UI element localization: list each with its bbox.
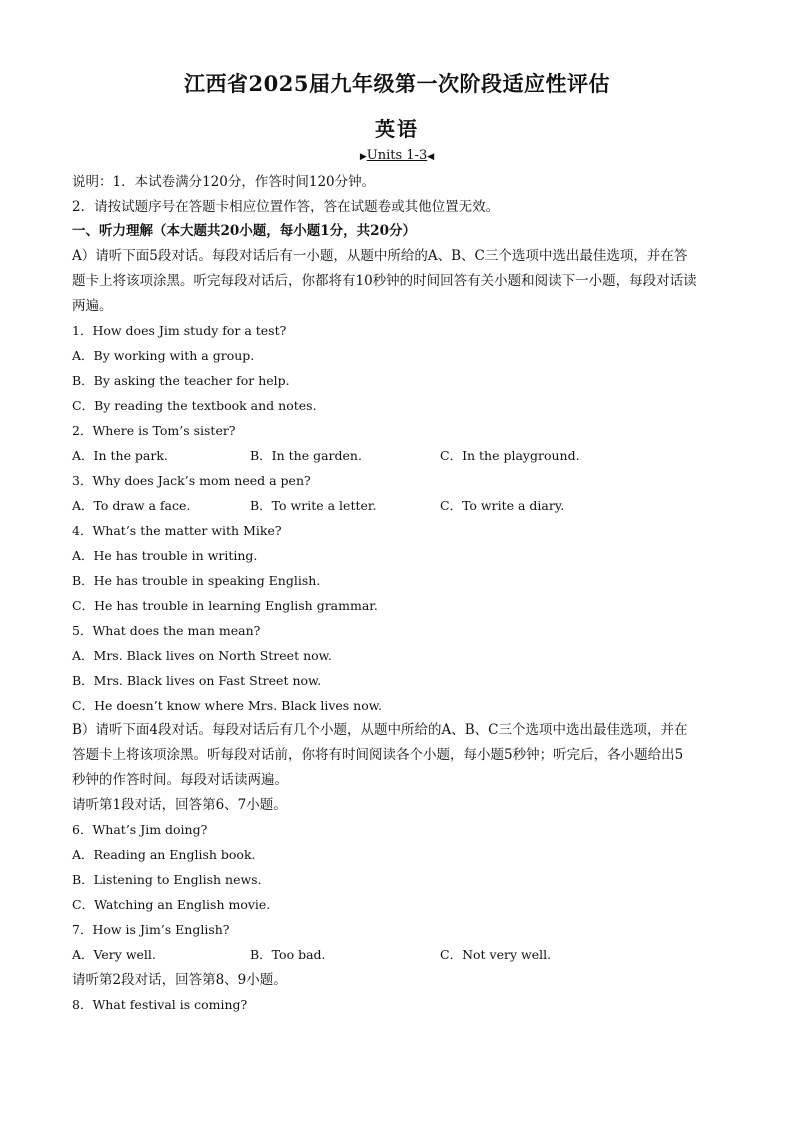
- dialog-instruction: 请听第2段对话，回答第8、9小题。: [72, 972, 287, 988]
- question-stem: 5．What does the man mean?: [72, 623, 261, 638]
- part-a-intro: 两遍。: [72, 298, 113, 314]
- question-stem: 3．Why does Jack’s mom need a pen?: [72, 473, 311, 488]
- option-c: C．In the playground.: [440, 448, 580, 463]
- question-stem: 6．What’s Jim doing?: [72, 822, 208, 837]
- option-b: B．In the garden.: [250, 448, 362, 463]
- triangle-right-icon: ▶: [359, 152, 367, 162]
- option-a: A．By working with a group.: [72, 348, 255, 363]
- option-a: A．Reading an English book.: [72, 847, 256, 862]
- option-c: C．He doesn’t know where Mrs. Black lives now.: [72, 698, 382, 713]
- section-heading: 一、听力理解（本大题共20小题，每小题1分，共20分）: [72, 223, 416, 239]
- option-b: B．He has trouble in speaking English.: [72, 573, 321, 588]
- dialog-instruction: 请听第1段对话，回答第6、7小题。: [72, 797, 287, 813]
- option-b: B．Too bad.: [250, 947, 326, 962]
- option-b: B．By asking the teacher for help.: [72, 373, 290, 388]
- part-b-intro: B）请听下面4段对话。每段对话后有几个小题，从题中所给的A、B、C三个选项中选出最佳选项，并在: [72, 722, 688, 738]
- question-stem: 4．What’s the matter with Mike?: [72, 523, 282, 538]
- option-b: B．Mrs. Black lives on Fast Street now.: [72, 673, 322, 688]
- question-stem: 7．How is Jim’s English?: [72, 922, 230, 937]
- option-c: C．Not very well.: [440, 947, 552, 962]
- part-b-intro: 秒钟的作答时间。每段对话读两遍。: [72, 772, 288, 788]
- option-b: B．To write a letter.: [250, 498, 377, 513]
- units-text: Units 1-3: [366, 148, 428, 163]
- subject-title: 英语: [375, 117, 419, 141]
- instruction-line-1: 说明：1．本试卷满分120分，作答时间120分钟。: [72, 174, 376, 190]
- option-a: A．In the park.: [72, 448, 168, 463]
- option-c: C．He has trouble in learning English grammar.: [72, 598, 378, 613]
- option-c: C．Watching an English movie.: [72, 897, 271, 912]
- question-stem: 2．Where is Tom’s sister?: [72, 423, 236, 438]
- units-label: [0, 148, 794, 163]
- option-b: B．Listening to English news.: [72, 872, 262, 887]
- triangle-left-icon: ◀: [427, 152, 435, 162]
- option-a: A．To draw a face.: [72, 498, 191, 513]
- part-a-intro: A）请听下面5段对话。每段对话后有一小题，从题中所给的A、B、C三个选项中选出最佳选项，并在答: [72, 248, 688, 264]
- exam-title: 江西省2025届九年级第一次阶段适应性评估: [184, 71, 610, 96]
- instruction-line-2: 2．请按试题序号在答题卡相应位置作答，答在试题卷或其他位置无效。: [72, 199, 500, 215]
- option-a: A．Very well.: [72, 947, 156, 962]
- option-c: C．By reading the textbook and notes.: [72, 398, 317, 413]
- option-a: A．Mrs. Black lives on North Street now.: [72, 648, 332, 663]
- question-stem: 1．How does Jim study for a test?: [72, 323, 287, 338]
- part-b-intro: 答题卡上将该项涂黑。听每段对话前，你将有时间阅读各个小题，每小题5秒钟；听完后，各小题给出5: [72, 747, 684, 763]
- part-a-intro: 题卡上将该项涂黑。听完每段对话后，你都将有10秒钟的时间回答有关小题和阅读下一小题，每段对话读: [72, 273, 697, 289]
- option-a: A．He has trouble in writing.: [72, 548, 258, 563]
- option-c: C．To write a diary.: [440, 498, 565, 513]
- question-stem: 8．What festival is coming?: [72, 997, 248, 1012]
